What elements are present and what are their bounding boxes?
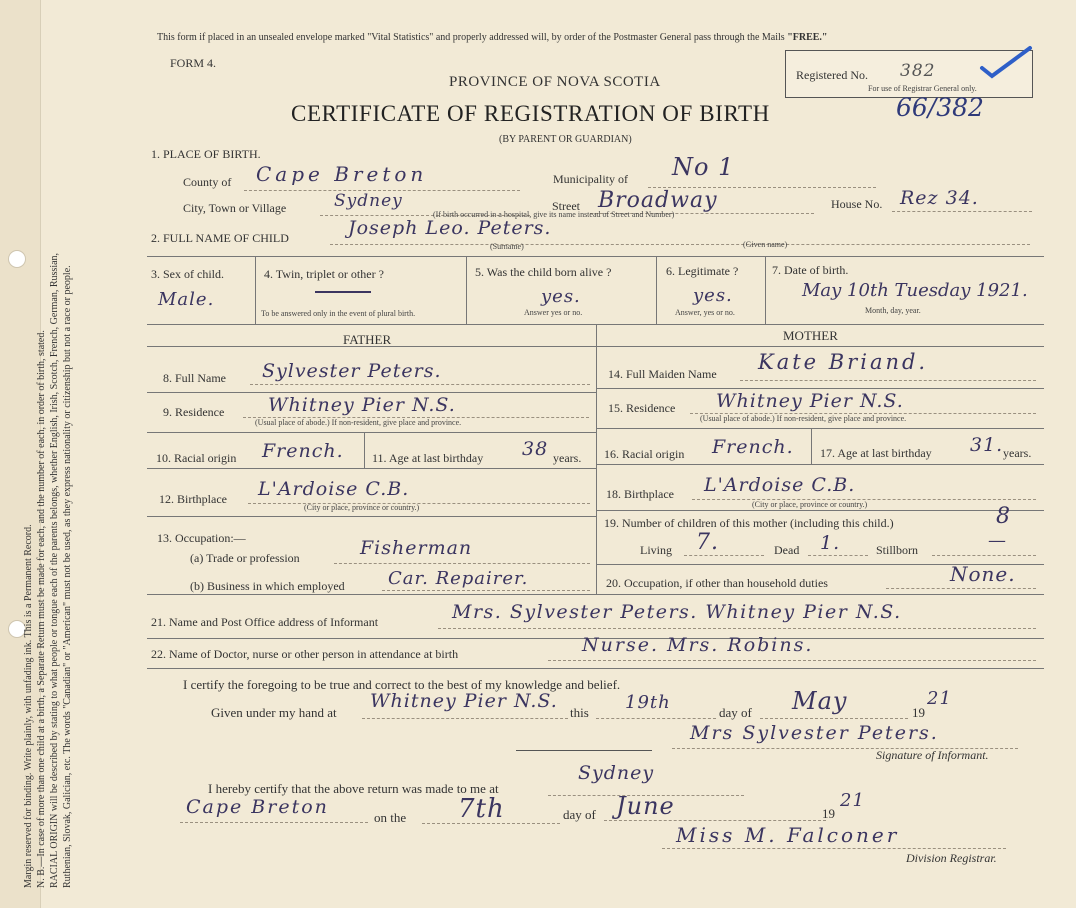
reg-no-note: For use of Registrar General only.	[868, 84, 977, 93]
dead-value: 1.	[820, 532, 841, 554]
registrar-day-value: 7th	[458, 794, 505, 824]
registrar-year-value: 21	[840, 790, 865, 811]
mother-residence-label: 15. Residence	[608, 401, 676, 415]
given-year-prefix: 19	[912, 705, 925, 720]
twin-label: 4. Twin, triplet or other ?	[264, 267, 384, 281]
given-year-value: 21	[927, 688, 952, 709]
mother-name-value: Kate Briand.	[758, 350, 929, 374]
margin-note-2: N. B.—In case of more than one child at a birth, a Separate Return must be made for each, and the number of each, in order of birth, stated.	[36, 330, 47, 888]
father-age-unit: years.	[553, 451, 582, 465]
registrar-month-value: June	[616, 792, 675, 820]
informant-value: Mrs. Sylvester Peters. Whitney Pier N.S.	[452, 601, 902, 623]
father-birthplace-value: L'Ardoise C.B.	[258, 478, 410, 500]
mother-birthplace-label: 18. Birthplace	[606, 487, 674, 501]
father-occupation-label: 13. Occupation:—	[157, 531, 246, 545]
stillborn-label: Stillborn	[876, 543, 919, 557]
mother-occupation-label: 20. Occupation, if other than household duties	[606, 576, 828, 590]
informant-label: 21. Name and Post Office address of Informant	[151, 615, 379, 629]
mother-heading: MOTHER	[783, 328, 838, 343]
check-mark-icon	[978, 44, 1034, 80]
mother-age-label: 17. Age at last birthday	[820, 446, 932, 460]
reg-no-label: Registered No.	[796, 68, 868, 82]
legitimate-label: 6. Legitimate ?	[666, 264, 739, 278]
given-place-value: Whitney Pier N.S.	[370, 690, 558, 712]
doctor-value: Nurse. Mrs. Robins.	[582, 634, 814, 656]
file-number: 66/382	[896, 93, 984, 122]
registrar-label: Division Registrar.	[906, 851, 997, 865]
municipality-value: No 1	[672, 153, 735, 181]
postal-notice	[157, 32, 827, 43]
mother-age-value: 31.	[970, 434, 1004, 456]
mother-birthplace-value: L'Ardoise C.B.	[704, 474, 856, 496]
birth-date-note: Month, day, year.	[865, 306, 921, 315]
registrar-signature: Miss M. Falconer	[676, 823, 900, 847]
registrar-year-prefix: 19	[822, 806, 835, 821]
given-dayof-label: day of	[719, 705, 752, 720]
certificate-title: CERTIFICATE OF REGISTRATION OF BIRTH	[291, 101, 770, 126]
street-value: Broadway	[598, 188, 718, 213]
twin-value-dash	[315, 291, 371, 293]
this-label: this	[570, 705, 589, 720]
father-residence-label: 9. Residence	[163, 405, 225, 419]
margin-note-4: Ruthenian, Slovak, Galician, etc. The words "Canadian" or "American" must not be used, as they express nationality or citizenship but not a race or people.	[62, 265, 73, 888]
father-birthplace-note: (City or place, province or country.)	[304, 503, 420, 512]
given-month-value: May	[792, 687, 848, 715]
birth-date-label: 7. Date of birth.	[772, 263, 849, 277]
stillborn-value: —	[988, 530, 1007, 551]
children-count-value: 8	[996, 504, 1011, 529]
father-name-label: 8. Full Name	[163, 371, 226, 385]
registrar-statement: I hereby certify that the above return was made to me at	[208, 781, 499, 796]
business-value: Car. Repairer.	[388, 568, 529, 589]
mother-residence-value: Whitney Pier N.S.	[716, 390, 904, 412]
trade-label: (a) Trade or profession	[190, 551, 300, 565]
mother-race-value: French.	[712, 436, 794, 458]
father-heading: FATHER	[343, 332, 392, 347]
given-name-note: (Given name)	[743, 240, 788, 249]
mother-name-label: 14. Full Maiden Name	[608, 367, 717, 381]
children-count-label: 19. Number of children of this mother (including this child.)	[604, 516, 894, 530]
living-label: Living	[640, 543, 672, 557]
father-race-value: French.	[262, 440, 344, 462]
hospital-note: (If birth occurred in a hospital, give its name instead of Street and Number)	[433, 210, 675, 219]
certificate-subtitle: (BY PARENT OR GUARDIAN)	[499, 134, 632, 145]
mother-birthplace-note: (City or place, province or country.)	[752, 500, 868, 509]
free-label: "FREE."	[787, 32, 828, 43]
mother-occupation-value: None.	[950, 562, 1016, 586]
mother-residence-note: (Usual place of abode.) If non-resident, give place and province.	[700, 414, 907, 423]
surname-note: (Surname)	[490, 242, 524, 251]
form-number: FORM 4.	[170, 56, 217, 70]
city-label: City, Town or Village	[183, 201, 287, 215]
child-name-value: Joseph Leo. Peters.	[348, 217, 552, 239]
province-heading: PROVINCE OF NOVA SCOTIA	[449, 74, 661, 90]
child-name-label: 2. FULL NAME OF CHILD	[151, 231, 289, 245]
mother-race-label: 16. Racial origin	[604, 447, 685, 461]
twin-note: To be answered only in the event of plural birth.	[261, 309, 416, 318]
dead-label: Dead	[774, 543, 800, 557]
birth-date-value: May 10th Tuesday 1921.	[802, 280, 1028, 301]
registrar-dayof-label: day of	[563, 807, 596, 822]
registrar-place-value: Sydney	[578, 762, 655, 784]
reg-no-value: 382	[900, 61, 936, 81]
postal-notice-text: This form if placed in an unsealed envelope marked "Vital Statistics" and properly addressed will, by order of the Postmaster General pass through the Mails	[157, 32, 785, 43]
father-name-value: Sylvester Peters.	[262, 360, 442, 382]
sex-label: 3. Sex of child.	[151, 267, 224, 281]
alive-value: yes.	[541, 286, 581, 307]
legitimate-value: yes.	[693, 285, 733, 306]
father-residence-note: (Usual place of abode.) If non-resident, give place and province.	[255, 418, 462, 427]
informant-signature-label: Signature of Informant.	[876, 748, 989, 762]
place-section-heading: 1. PLACE OF BIRTH.	[151, 147, 261, 161]
city-value: Sydney	[334, 191, 403, 211]
margin-notes	[22, 8, 74, 888]
business-label: (b) Business in which employed	[190, 579, 345, 593]
house-label: House No.	[831, 197, 883, 211]
father-age-label: 11. Age at last birthday	[372, 451, 484, 465]
father-residence-value: Whitney Pier N.S.	[268, 394, 456, 416]
father-birthplace-label: 12. Birthplace	[159, 492, 227, 506]
certify-statement: I certify the foregoing to be true and correct to the best of my knowledge and belief.	[183, 677, 621, 692]
alive-note: Answer yes or no.	[524, 308, 583, 317]
registrar-on-label: on the	[374, 810, 407, 825]
living-value: 7.	[696, 530, 719, 555]
house-value: Rez 34.	[900, 187, 979, 209]
registrar-county-value: Cape Breton	[186, 796, 329, 818]
margin-note-1: Margin reserved for binding. Write plainly, with unfading ink. This is a Permanent Record.	[23, 524, 34, 888]
margin-note-3: RACIAL ORIGIN will be described by stating to what people or tongue each of the parents belongs, whether English, Irish, Scotch, French, German, Russian,	[49, 252, 60, 888]
county-label: County of	[183, 175, 232, 189]
alive-label: 5. Was the child born alive ?	[475, 265, 612, 279]
county-value: Cape Breton	[256, 162, 428, 186]
given-label: Given under my hand at	[211, 705, 337, 720]
given-day-value: 19th	[625, 692, 671, 713]
street-label: Street	[552, 199, 580, 213]
doctor-label: 22. Name of Doctor, nurse or other person in attendance at birth	[151, 647, 459, 661]
father-race-label: 10. Racial origin	[156, 451, 237, 465]
father-age-value: 38	[522, 438, 549, 460]
mother-age-unit: years.	[1003, 446, 1032, 460]
sex-value: Male.	[158, 289, 215, 310]
legitimate-note: Answer, yes or no.	[675, 308, 735, 317]
informant-signature: Mrs Sylvester Peters.	[690, 722, 939, 744]
municipality-label: Municipality of	[553, 172, 628, 186]
trade-value: Fisherman	[360, 537, 473, 559]
